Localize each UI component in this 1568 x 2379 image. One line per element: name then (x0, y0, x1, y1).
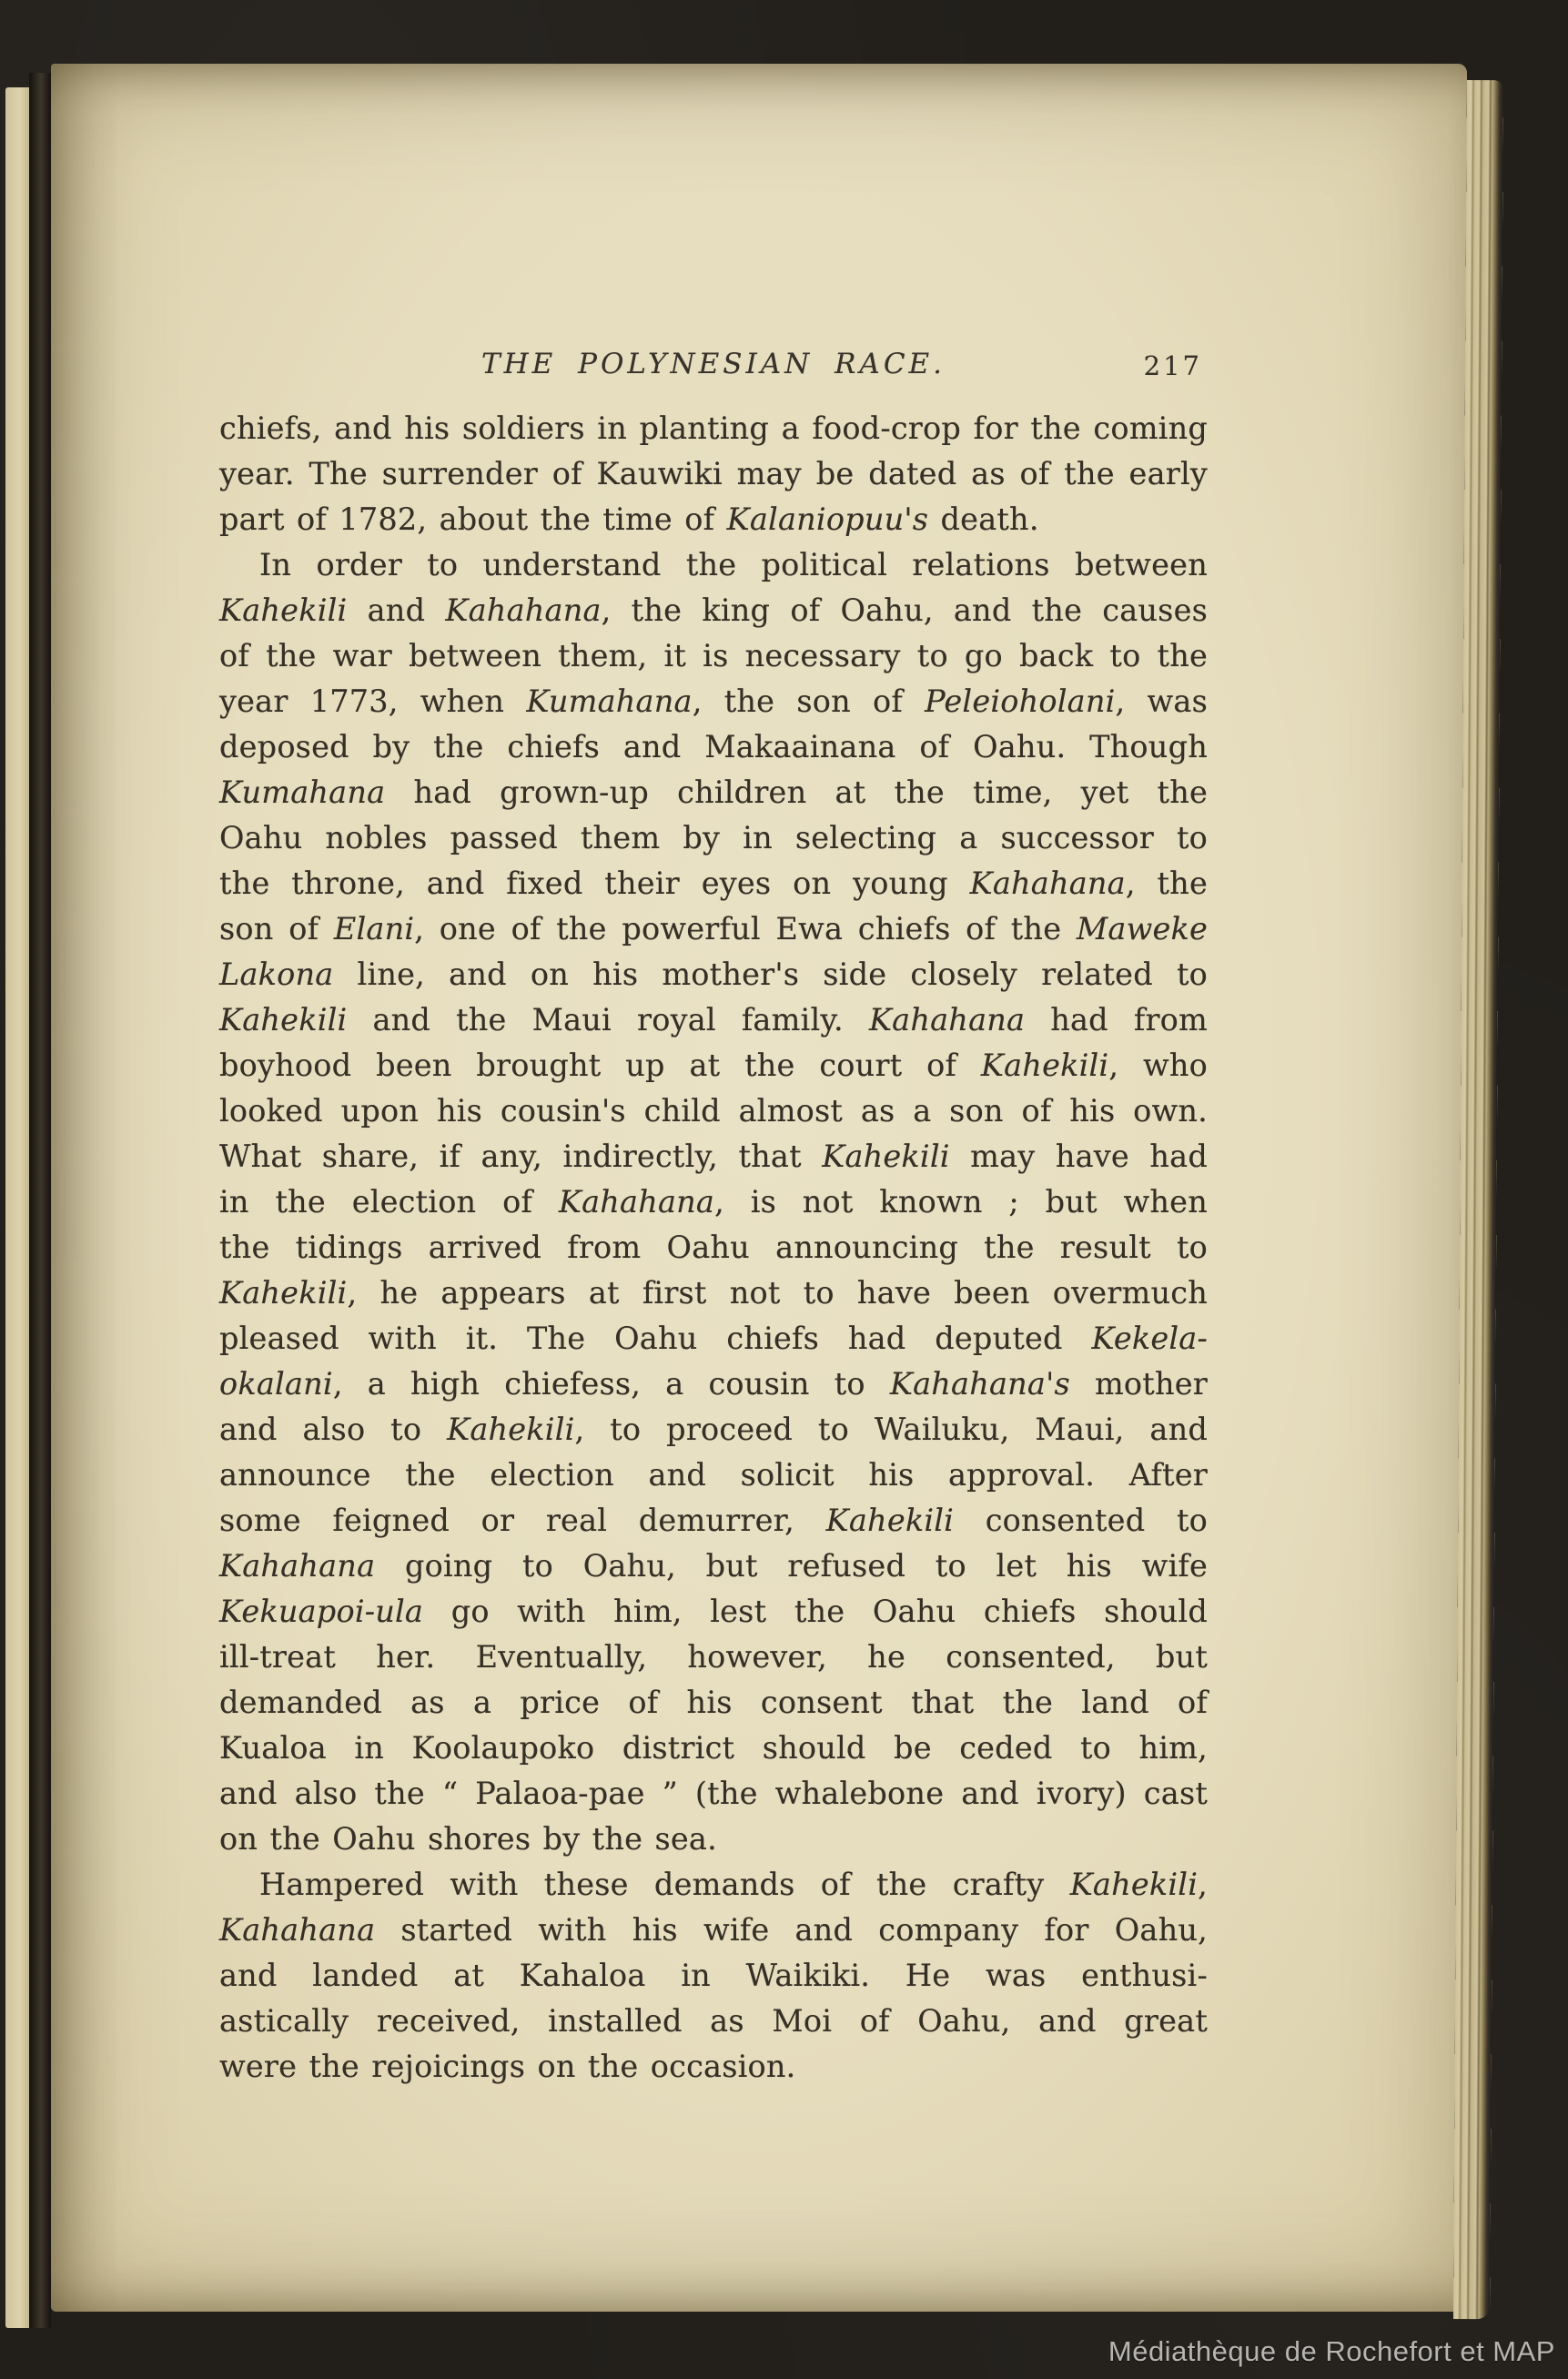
facing-page-edge (5, 87, 29, 2328)
text-segment: , the son of (692, 683, 926, 719)
text-segment: started with his wife and company for Oahu, (375, 1912, 1208, 1948)
text-line (219, 1544, 1208, 1589)
text-line (219, 679, 1208, 724)
italic-text-segment: okalani (219, 1366, 333, 1402)
text-segment: , a high chiefess, a cousin to (332, 1366, 890, 1402)
italic-text-segment: Kahekili (219, 1275, 348, 1311)
italic-text-segment: Maweke (1076, 911, 1208, 947)
text-line (219, 1088, 1208, 1134)
text-segment: consented to (954, 1503, 1208, 1538)
text-segment: , the (1125, 866, 1208, 901)
italic-text-segment: Kekela- (1091, 1321, 1208, 1356)
text-segment: had from (1025, 1002, 1209, 1038)
italic-text-segment: Kumahana (219, 774, 386, 810)
text-segment: demanded as a price of his consent that the land of (219, 1685, 1208, 1720)
text-line (219, 1179, 1208, 1225)
text-line (219, 1771, 1208, 1817)
paragraph (219, 542, 1208, 1862)
book-gutter-shadow (29, 73, 51, 2328)
text-segment: line, and on his mother's side closely related to (333, 957, 1208, 992)
paragraph (219, 1862, 1208, 2090)
text-line (219, 406, 1208, 451)
text-line (219, 1362, 1208, 1407)
text-segment: year 1773, when (219, 683, 527, 719)
text-line (219, 1453, 1208, 1498)
text-segment: boyhood been brought up at the court of (219, 1048, 981, 1083)
text-line (219, 815, 1208, 861)
page-number: 217 (1143, 350, 1202, 381)
text-segment: son of (219, 911, 334, 947)
text-segment: go with him, lest the Oahu chiefs should (423, 1594, 1208, 1629)
text-line (219, 1817, 1208, 1862)
italic-text-segment: Kahahana (969, 866, 1126, 901)
text-segment: in the election of (219, 1184, 559, 1220)
library-watermark: Médiathèque de Rochefort et MAP (1108, 2335, 1555, 2367)
text-segment: mother (1069, 1366, 1208, 1402)
text-line (219, 1316, 1208, 1362)
italic-text-segment: Kahekili (219, 592, 348, 628)
text-line (219, 1134, 1208, 1179)
text-segment: death. (928, 501, 1039, 537)
text-line (219, 1589, 1208, 1635)
text-segment: , the king of Oahu, and the causes (601, 592, 1208, 628)
book-page (51, 64, 1467, 2312)
text-segment: Hampered with these demands of the crafty (259, 1867, 1070, 1902)
text-line (219, 542, 1208, 588)
text-segment: and also the “ Palaoa-pae ” (the whalebone and ivory) cast (219, 1776, 1208, 1811)
italic-text-segment: Kahekili (980, 1048, 1109, 1083)
text-segment: In order to understand the political relations between (259, 547, 1208, 582)
text-segment: Oahu nobles passed them by in selecting a successor to (219, 820, 1208, 855)
paragraph (219, 406, 1208, 542)
text-line (219, 906, 1208, 952)
text-segment: chiefs, and his soldiers in planting a food-crop for the coming (219, 410, 1208, 446)
text-line (219, 724, 1208, 770)
text-line (219, 1726, 1208, 1771)
italic-text-segment: Kahekili (219, 1002, 348, 1038)
text-line (219, 1498, 1208, 1544)
text-line (219, 1270, 1208, 1316)
text-line (219, 633, 1208, 679)
text-line (219, 1407, 1208, 1453)
text-line (219, 1908, 1208, 1953)
text-segment: some feigned or real demurrer, (219, 1503, 826, 1538)
text-segment: part of 1782, about the time of (219, 501, 727, 537)
text-line (219, 1680, 1208, 1726)
italic-text-segment: Peleioholani (925, 683, 1116, 719)
text-segment: had grown-up children at the time, yet the (385, 774, 1208, 810)
body-text (219, 406, 1208, 2090)
text-segment: announce the election and solicit his approval. After (219, 1457, 1208, 1493)
text-segment: and landed at Kahaloa in Waikiki. He was enthusi- (219, 1958, 1208, 1993)
text-segment: year. The surrender of Kauwiki may be dated as of the early (219, 456, 1208, 491)
text-line (219, 1635, 1208, 1680)
italic-text-segment: Kumahana (526, 683, 693, 719)
text-segment: deposed by the chiefs and Makaainana of Oahu. Though (219, 729, 1208, 764)
text-segment: on the Oahu shores by the sea. (219, 1821, 717, 1857)
italic-text-segment: Kekuapoi-ula (219, 1594, 424, 1629)
text-segment: of the war between them, it is necessary to go back to the (219, 638, 1208, 673)
text-line (219, 497, 1208, 542)
text-line (219, 997, 1208, 1043)
text-line (219, 1953, 1208, 1999)
text-line (219, 770, 1208, 815)
italic-text-segment: Kahekili (447, 1412, 575, 1447)
italic-text-segment: Elani (333, 911, 415, 947)
italic-text-segment: Lakona (219, 957, 334, 992)
text-segment: and also to (219, 1412, 448, 1447)
text-line (219, 451, 1208, 497)
italic-text-segment: Kahahana (219, 1548, 376, 1584)
text-segment: pleased with it. The Oahu chiefs had deputed (219, 1321, 1092, 1356)
text-segment: , he appears at first not to have been overmuch (347, 1275, 1208, 1311)
text-segment: What share, if any, indirectly, that (219, 1139, 823, 1174)
italic-text-segment: Kahahana (219, 1912, 376, 1948)
text-segment: the throne, and fixed their eyes on young (219, 866, 970, 901)
text-segment: Kualoa in Koolaupoko district should be ceded to him, (219, 1730, 1208, 1766)
italic-text-segment: Kahekili (1069, 1867, 1199, 1902)
text-segment: , was (1115, 683, 1208, 719)
text-line (219, 952, 1208, 997)
text-line (219, 588, 1208, 633)
text-segment: , one of the powerful Ewa chiefs of the (414, 911, 1077, 947)
italic-text-segment: Kahahana (558, 1184, 715, 1220)
text-line (219, 1862, 1208, 1908)
italic-text-segment: Kahahana (445, 592, 602, 628)
italic-text-segment: Kahekili (822, 1139, 950, 1174)
italic-text-segment: Kahahana (868, 1002, 1026, 1038)
running-head (219, 348, 1208, 391)
text-segment: and the Maui royal family. (347, 1002, 869, 1038)
italic-text-segment: Kahahana's (889, 1366, 1070, 1402)
text-segment: , to proceed to Wailuku, Maui, and (574, 1412, 1208, 1447)
page-title: THE POLYNESIAN RACE. (481, 348, 946, 380)
text-line (219, 2044, 1208, 2090)
text-segment: , who (1108, 1048, 1209, 1083)
text-line (219, 1043, 1208, 1088)
text-segment: , is not known ; but when (714, 1184, 1208, 1220)
text-segment: going to Oahu, but refused to let his wife (375, 1548, 1208, 1584)
text-line (219, 1225, 1208, 1270)
text-segment: were the rejoicings on the occasion. (219, 2049, 796, 2084)
italic-text-segment: Kalaniopuu's (726, 501, 929, 537)
text-line (219, 1999, 1208, 2044)
text-segment: looked upon his cousin's child almost as a son of his own. (219, 1093, 1208, 1129)
text-segment: and (347, 592, 446, 628)
text-segment: ill-treat her. Eventually, however, he consented, but (219, 1639, 1208, 1675)
text-segment: the tidings arrived from Oahu announcing the result to (219, 1230, 1208, 1265)
text-line (219, 861, 1208, 906)
italic-text-segment: Kahekili (825, 1503, 955, 1538)
text-segment: astically received, installed as Moi of Oahu, and great (219, 2003, 1208, 2039)
text-segment: may have had (949, 1139, 1208, 1174)
text-segment: , (1198, 1867, 1208, 1902)
